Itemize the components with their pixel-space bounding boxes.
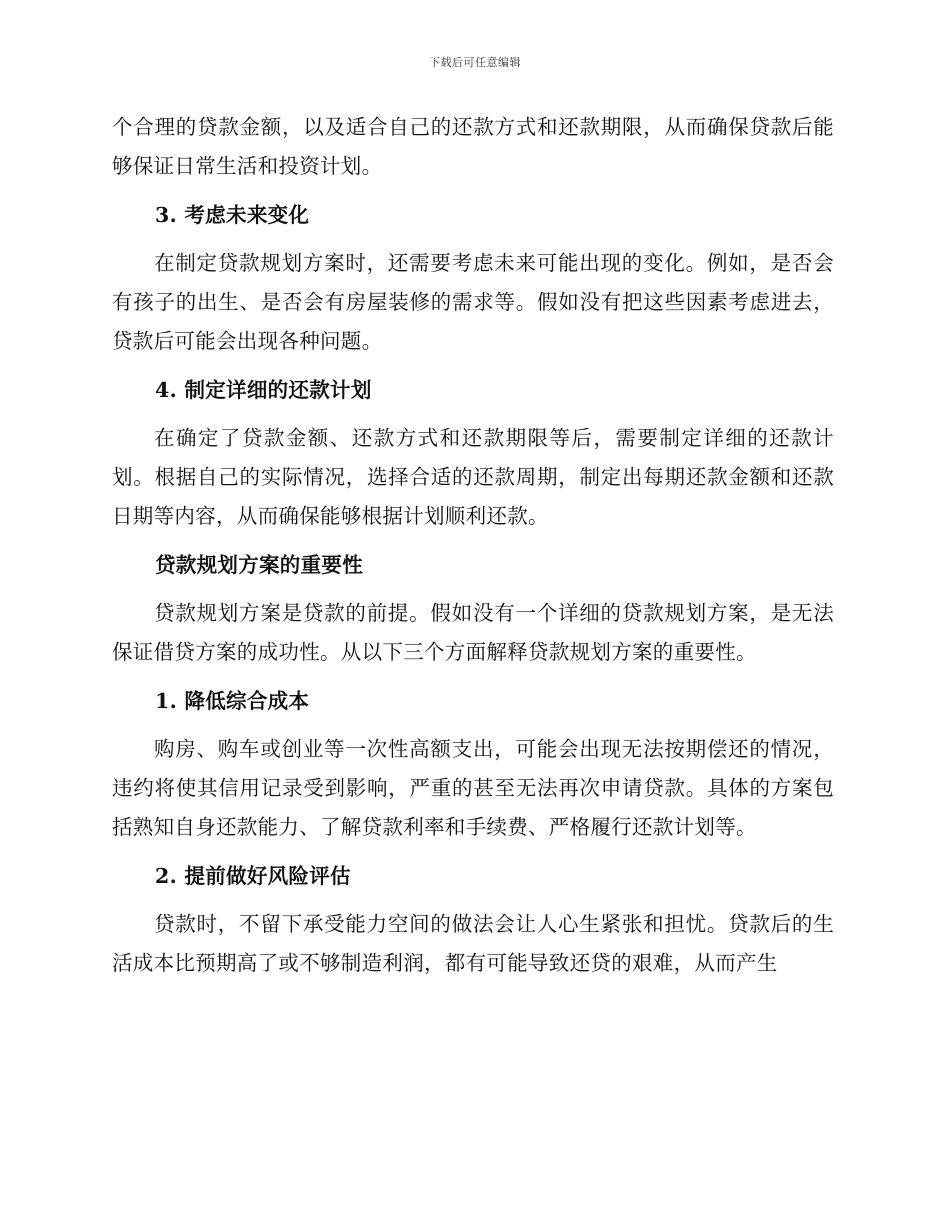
document-body	[112, 108, 834, 983]
heading-importance: 贷款规划方案的重要性	[155, 553, 363, 577]
paragraph-continued: 个合理的贷款金额，以及适合自己的还款方式和还款期限，从而确保贷款后能够保证日常生活和投资计划。	[112, 115, 834, 178]
page-header: 下载后可任意编辑	[429, 56, 521, 69]
paragraph-importance: 贷款规划方案是贷款的前提。假如没有一个详细的贷款规划方案，是无法保证借贷方案的成功性。从以下三个方面解释贷款规划方案的重要性。	[112, 601, 834, 664]
heading-risk-assessment: 2. 提前做好风险评估	[155, 864, 351, 888]
paragraph-future-changes: 在制定贷款规划方案时，还需要考虑未来可能出现的变化。例如，是否会有孩子的出生、是否会有房屋装修的需求等。假如没有把这些因素考虑进去，贷款后可能会出现各种问题。	[112, 251, 834, 353]
heading-reduce-cost: 1. 降低综合成本	[155, 689, 310, 713]
paragraph-repayment-plan: 在确定了贷款金额、还款方式和还款期限等后，需要制定详细的还款计划。根据自己的实际情况，选择合适的还款周期，制定出每期还款金额和还款日期等内容，从而确保能够根据计划顺利还款。	[112, 426, 834, 528]
paragraph-reduce-cost: 购房、购车或创业等一次性高额支出，可能会出现无法按期偿还的情况，违约将使其信用记录受到影响，严重的甚至无法再次申请贷款。具体的方案包括熟知自身还款能力、了解贷款利率和手续费、严格履行还款计划等。	[112, 737, 834, 839]
paragraph-risk-assessment: 贷款时，不留下承受能力空间的做法会让人心生紧张和担忧。贷款后的生活成本比预期高了或不够制造利润，都有可能导致还贷的艰难，从而产生	[112, 912, 834, 975]
heading-consider-future-changes: 3. 考虑未来变化	[155, 203, 310, 227]
heading-detailed-repayment-plan: 4. 制定详细的还款计划	[155, 378, 372, 402]
